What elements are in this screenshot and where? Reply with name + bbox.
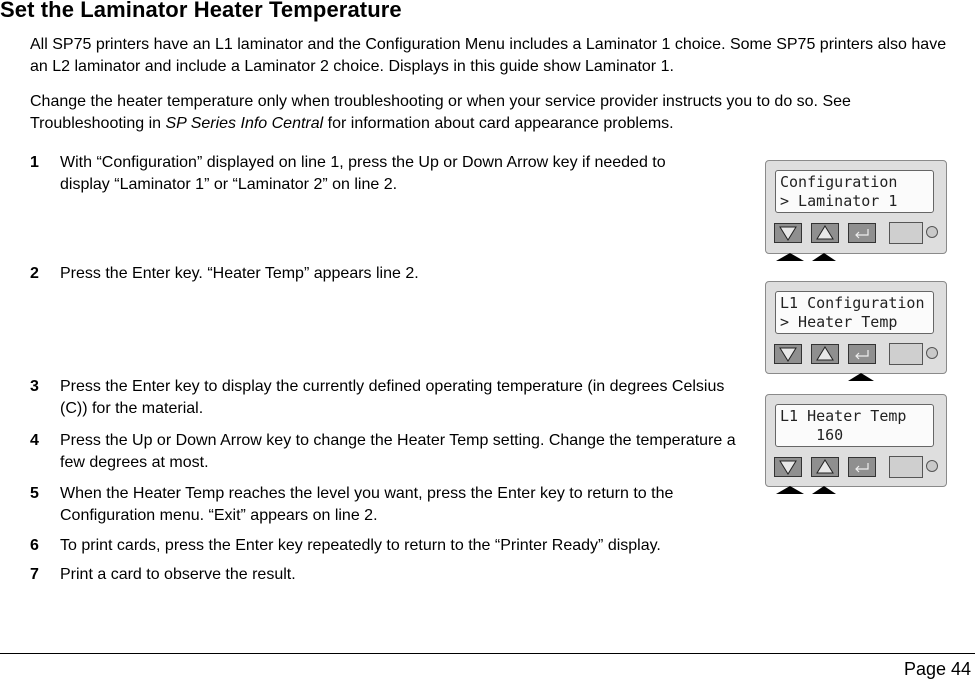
enter-button[interactable]	[848, 457, 876, 477]
lcd-line-2: 160	[780, 426, 844, 444]
step-number: 2	[30, 265, 39, 282]
footer-divider	[0, 653, 975, 654]
up-arrow-icon	[812, 458, 838, 476]
pointer-down-up-keys-icon	[772, 252, 842, 262]
step-text: With “Configuration” displayed on line 1, press the Up or Down Arrow key if needed to display “Laminator 1” or “Laminator 2” on line 2.	[60, 154, 666, 193]
lcd-screen	[775, 291, 934, 334]
lcd-screen	[775, 170, 934, 213]
enter-icon	[849, 345, 875, 363]
down-arrow-icon	[775, 345, 801, 363]
enter-icon	[849, 458, 875, 476]
page-number: Page 44	[903, 659, 971, 679]
lcd-line-2: > Laminator 1	[780, 192, 898, 210]
up-arrow-button[interactable]	[811, 223, 839, 243]
step-number: 4	[30, 432, 39, 449]
enter-button[interactable]	[848, 223, 876, 243]
blank-key	[889, 222, 923, 244]
intro-paragraph-2	[30, 91, 960, 135]
control-panel-display-1	[765, 160, 947, 254]
step-text: To print cards, press the Enter key repeatedly to return to the “Printer Ready” display.	[60, 537, 661, 554]
lcd-line-1: Configuration	[780, 173, 898, 191]
lcd-line-2: > Heater Temp	[780, 313, 898, 331]
status-light	[926, 226, 938, 238]
step-number: 1	[30, 154, 39, 171]
up-arrow-button[interactable]	[811, 457, 839, 477]
status-light	[926, 460, 938, 472]
up-arrow-icon	[812, 345, 838, 363]
step-text: Press the Up or Down Arrow key to change the Heater Temp setting. Change the temperature a few degrees at most.	[60, 432, 736, 471]
status-light	[926, 347, 938, 359]
up-arrow-icon	[812, 224, 838, 242]
pointer-enter-key-icon	[846, 372, 878, 382]
step-number: 6	[30, 537, 39, 554]
blank-key	[889, 343, 923, 365]
intro-paragraph-2-tail: for information about card appearance problems.	[323, 115, 674, 132]
step-number: 7	[30, 566, 39, 583]
lcd-screen	[775, 404, 934, 447]
step-text: Press the Enter key to display the currently defined operating temperature (in degrees Celsius (C)) for the material.	[60, 378, 725, 417]
info-central-reference: SP Series Info Central	[165, 115, 324, 132]
down-arrow-button[interactable]	[774, 344, 802, 364]
lcd-line-1: L1 Heater Temp	[780, 407, 907, 425]
intro-paragraph-1: All SP75 printers have an L1 laminator and the Configuration Menu includes a Laminator 1 choice. Some SP75 printers also have an L2 laminator and include a Laminator 2 choice. Displays in this guide show Laminator 1.	[30, 36, 947, 75]
up-arrow-button[interactable]	[811, 344, 839, 364]
down-arrow-icon	[775, 458, 801, 476]
down-arrow-button[interactable]	[774, 457, 802, 477]
enter-button[interactable]	[848, 344, 876, 364]
step-text: When the Heater Temp reaches the level you want, press the Enter key to return to the Configuration menu. “Exit” appears on line 2.	[60, 485, 674, 524]
pointer-down-up-keys-icon	[772, 485, 842, 495]
step-number: 3	[30, 378, 39, 395]
enter-icon	[849, 224, 875, 242]
control-panel-display-3	[765, 394, 947, 487]
control-panel-display-2	[765, 281, 947, 374]
blank-key	[889, 456, 923, 478]
intro-paragraph-2-text: Change the heater temperature only when troubleshooting or when your service provider instructs you to do so. See Troubleshooting in	[30, 93, 851, 132]
down-arrow-icon	[775, 224, 801, 242]
down-arrow-button[interactable]	[774, 223, 802, 243]
step-text: Press the Enter key. “Heater Temp” appears line 2.	[60, 265, 419, 282]
lcd-line-1: L1 Configuration	[780, 294, 925, 312]
step-text: Print a card to observe the result.	[60, 566, 296, 583]
page-title: Set the Laminator Heater Temperature	[0, 0, 402, 22]
step-number: 5	[30, 485, 39, 502]
